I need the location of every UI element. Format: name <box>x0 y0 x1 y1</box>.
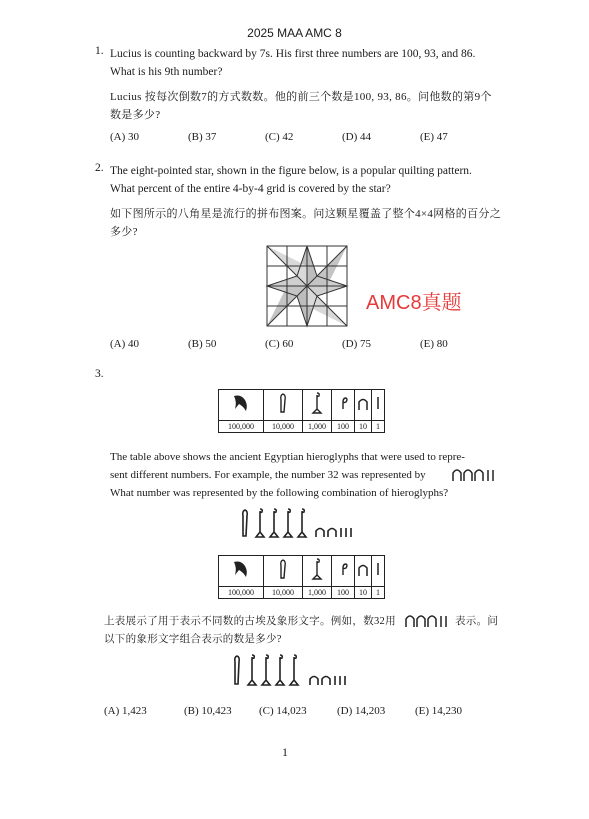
question-3-zh-line2: 以下的象形文字组合表示的数是多少? <box>104 634 282 645</box>
question-2-choice-b[interactable]: (B) 50 <box>188 338 217 350</box>
question-2-zh-line1: 如下图所示的八角星是流行的拼布图案。问这颗星覆盖了整个4×4网格的百分之 <box>110 208 502 220</box>
table-value-10: 10 <box>355 421 372 433</box>
heel-glyph-icon <box>355 556 372 587</box>
question-3-choice-d[interactable]: (D) 14,203 <box>337 705 386 717</box>
eight-pointed-star-figure <box>265 244 349 328</box>
hieroglyph-combination-1 <box>240 506 370 540</box>
question-1-choice-c[interactable]: (C) 42 <box>265 131 294 143</box>
question-3-zh-line1b: 表示。问 <box>455 616 499 627</box>
question-2-choice-e[interactable]: (E) 80 <box>420 338 448 350</box>
table-value-1000: 1,000 <box>303 587 332 599</box>
finger-glyph-icon <box>264 390 303 421</box>
question-1-choice-d[interactable]: (D) 44 <box>342 131 372 143</box>
question-1-choice-b[interactable]: (B) 37 <box>188 131 217 143</box>
question-3-zh-line1: 上表展示了用于表示不同数的古埃及象形文字。例如，数32用 <box>104 616 396 627</box>
number-32-glyphs-zh <box>405 612 453 628</box>
question-3-text-line2: sent different numbers. For example, the number 32 was represented by <box>110 469 426 481</box>
table-value-1: 1 <box>372 587 385 599</box>
table-value-100: 100 <box>332 587 355 599</box>
finger-glyph-icon <box>264 556 303 587</box>
table-value-100000: 100,000 <box>219 587 264 599</box>
question-2-choice-a[interactable]: (A) 40 <box>110 338 140 350</box>
question-2-choice-d[interactable]: (D) 75 <box>342 338 372 350</box>
coil-glyph-icon <box>332 556 355 587</box>
coil-glyph-icon <box>332 390 355 421</box>
question-3-number: 3. <box>95 368 104 380</box>
hieroglyph-table-chinese <box>218 555 385 599</box>
question-3-text-line3: What number was represented by the following combination of hieroglyphs? <box>110 487 449 499</box>
stroke-glyph-icon <box>372 390 385 421</box>
table-value-10000: 10,000 <box>264 421 303 433</box>
question-1-choice-e[interactable]: (E) 47 <box>420 131 448 143</box>
question-2-zh-line2: 多少? <box>110 226 138 238</box>
question-1-text-line1: Lucius is counting backward by 7s. His first three numbers are 100, 93, and 86. <box>110 48 476 60</box>
question-2-text-line2: What percent of the entire 4-by-4 grid is covered by the star? <box>110 183 391 195</box>
table-value-100000: 100,000 <box>219 421 264 433</box>
question-1-number: 1. <box>95 45 104 57</box>
question-3-choice-e[interactable]: (E) 14,230 <box>415 705 463 717</box>
question-2-number: 2. <box>95 162 104 174</box>
question-3-choice-c[interactable]: (C) 14,023 <box>259 705 307 717</box>
tadpole-glyph-icon <box>219 556 264 587</box>
page-title: 2025 MAA AMC 8 <box>247 26 342 40</box>
lotus-glyph-icon <box>303 556 332 587</box>
page-number: 1 <box>282 745 288 759</box>
table-value-1000: 1,000 <box>303 421 332 433</box>
table-value-10: 10 <box>355 587 372 599</box>
number-32-glyphs <box>452 466 504 482</box>
table-value-1: 1 <box>372 421 385 433</box>
lotus-glyph-icon <box>303 390 332 421</box>
question-2-text-line1: The eight-pointed star, shown in the figure below, is a popular quilting pattern. <box>110 165 472 177</box>
tadpole-glyph-icon <box>219 390 264 421</box>
table-value-10000: 10,000 <box>264 587 303 599</box>
hieroglyph-table-english <box>218 389 385 433</box>
question-1-zh-line1: Lucius 按每次倒数7的方式数数。他的前三个数是100, 93, 86。问他数的第9个 <box>110 91 492 103</box>
question-1-text-line2: What is his 9th number? <box>110 66 223 78</box>
stroke-glyph-icon <box>372 556 385 587</box>
table-value-100: 100 <box>332 421 355 433</box>
question-3-choice-b[interactable]: (B) 10,423 <box>184 705 232 717</box>
question-3-choice-a[interactable]: (A) 1,423 <box>104 705 147 717</box>
question-1-choice-a[interactable]: (A) 30 <box>110 131 140 143</box>
question-1-zh-line2: 数是多少? <box>110 109 161 121</box>
question-2-choice-c[interactable]: (C) 60 <box>265 338 294 350</box>
question-3-text-line1: The table above shows the ancient Egyptian hieroglyphs that were used to repre- <box>110 451 465 463</box>
watermark-label: AMC8真题 <box>366 292 462 314</box>
heel-glyph-icon <box>355 390 372 421</box>
hieroglyph-combination-2 <box>232 652 362 688</box>
